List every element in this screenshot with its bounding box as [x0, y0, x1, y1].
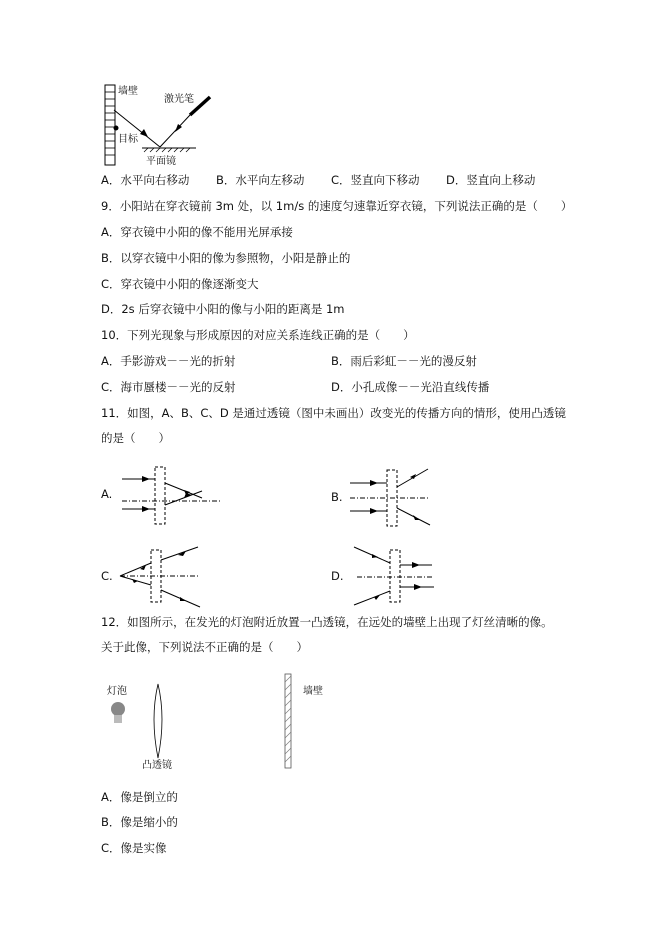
q11-stem-cont: 的是（ ）: [101, 431, 170, 445]
q12-stem-cont: 关于此像，下列说法不正确的是（ ）: [101, 640, 308, 654]
q10-option-a[interactable]: A．手影游戏－－光的折射: [101, 354, 236, 368]
q12-option-c[interactable]: C．像是实像: [101, 841, 167, 855]
q11-diagram-a: [120, 465, 220, 530]
q12-stem: 12．如图所示，在发光的灯泡附近放置一凸透镜，在远处的墙壁上出现了灯丝清晰的像。: [101, 615, 553, 629]
q11-option-b[interactable]: B.: [331, 490, 343, 504]
q12-option-a[interactable]: A．像是倒立的: [101, 790, 178, 804]
q9-option-a[interactable]: A．穿衣镜中小阳的像不能用光屏承接: [101, 225, 293, 239]
q8-option-b[interactable]: B．水平向左移动: [216, 173, 305, 187]
target-label: 目标: [118, 134, 138, 145]
q11-option-d[interactable]: D.: [331, 569, 344, 583]
q11-stem: 11．如图，A、B、C、D 是通过透镜（图中未画出）改变光的传播方向的情形，使用凸透镜: [101, 406, 566, 420]
q12-option-b[interactable]: B．像是缩小的: [101, 815, 178, 829]
q8-option-c[interactable]: C．竖直向下移动: [331, 173, 420, 187]
q10-option-c[interactable]: C．海市蜃楼－－光的反射: [101, 380, 236, 394]
q9-option-d[interactable]: D．2s 后穿衣镜中小阳的像与小阳的距离是 1m: [101, 302, 345, 316]
wall-label: 墙壁: [118, 86, 138, 97]
q9-option-b[interactable]: B．以穿衣镜中小阳的像为参照物，小阳是静止的: [101, 251, 351, 265]
convex-lens: [154, 684, 162, 758]
q11-option-c[interactable]: C.: [101, 569, 113, 583]
lens-label: 凸透镜: [142, 760, 172, 771]
laser-pen-label: 激光笔: [164, 94, 194, 105]
q10-option-d[interactable]: D．小孔成像－－光沿直线传播: [331, 380, 490, 394]
q11-diagram-b: [350, 465, 450, 530]
q11-diagram-d: [352, 545, 452, 610]
bulb-icon: [111, 702, 125, 716]
q8-option-d[interactable]: D．竖直向上移动: [446, 173, 536, 187]
q8-option-a[interactable]: A．水平向右移动: [101, 173, 190, 187]
q10-stem: 10．下列光现象与形成原因的对应关系连线正确的是（ ）: [101, 328, 415, 342]
q10-option-b[interactable]: B．雨后彩虹－－光的漫反射: [331, 354, 477, 368]
q9-stem: 9．小阳站在穿衣镜前 3m 处，以 1m/s 的速度匀速靠近穿衣镜，下列说法正确的是（ ）: [101, 199, 573, 213]
q11-diagram-c: [118, 545, 218, 610]
bulb-label: 灯泡: [107, 686, 127, 697]
mirror-label: 平面镜: [146, 156, 176, 167]
q8-laser-figure: [100, 82, 230, 167]
q9-option-c[interactable]: C．穿衣镜中小阳的像逐渐变大: [101, 277, 259, 291]
wall-label: 墙壁: [303, 686, 323, 697]
q11-option-a[interactable]: A.: [101, 487, 113, 501]
q12-lens-figure: [100, 668, 340, 773]
